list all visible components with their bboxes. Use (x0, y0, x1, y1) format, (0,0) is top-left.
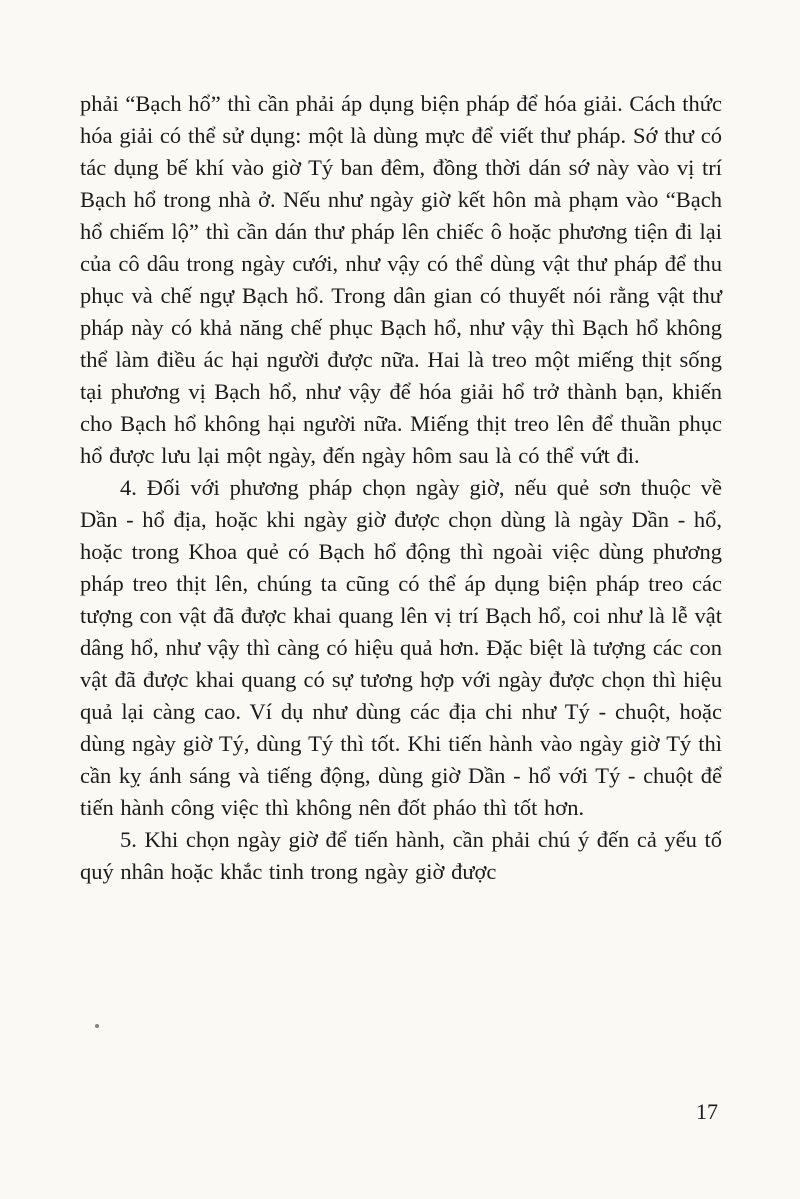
paragraph-item-4: 4. Đối với phương pháp chọn ngày giờ, nếu quẻ sơn thuộc về Dần - hổ địa, hoặc khi ngày giờ được chọn dùng là ngày Dần - hổ, hoặc trong Khoa quẻ có Bạch hổ động thì ngoài việc dùng phương pháp treo thịt lên, chúng ta cũng có thể áp dụng biện pháp treo các tượng con vật đã được khai quang lên vị trí Bạch hổ, coi như là lễ vật dâng hổ, như vậy thì càng có hiệu quả hơn. Đặc biệt là tượng các con vật đã được khai quang có sự tương hợp với ngày được chọn thì hiệu quả lại càng cao. Ví dụ như dùng các địa chi như Tý - chuột, hoặc dùng ngày giờ Tý, dùng Tý thì tốt. Khi tiến hành vào ngày giờ Tý thì cần kỵ ánh sáng và tiếng động, dùng giờ Dần - hổ với Tý - chuột để tiến hành công việc thì không nên đốt pháo thì tốt hơn. (80, 475, 722, 820)
scan-artifact-dot (95, 1024, 99, 1028)
page-text-block (80, 88, 722, 888)
paragraph-item-5: 5. Khi chọn ngày giờ để tiến hành, cần phải chú ý đến cả yếu tố quý nhân hoặc khắc tinh trong ngày giờ được (80, 827, 722, 884)
page-number: 17 (696, 1099, 718, 1124)
paragraph-continuation: phải “Bạch hổ” thì cần phải áp dụng biện pháp để hóa giải. Cách thức hóa giải có thể sử dụng: một là dùng mực để viết thư pháp. Sớ thư có tác dụng bế khí vào giờ Tý ban đêm, đồng thời dán sớ này vào vị trí Bạch hổ trong nhà ở. Nếu như ngày giờ kết hôn mà phạm vào “Bạch hổ chiếm lộ” thì cần dán thư pháp lên chiếc ô hoặc phương tiện đi lại của cô dâu trong ngày cưới, như vậy có thể dùng vật thư pháp để thu phục và chế ngự Bạch hổ. Trong dân gian có thuyết nói rằng vật thư pháp này có khả năng chế phục Bạch hổ, như vậy thì Bạch hổ không thể làm điều ác hại người được nữa. Hai là treo một miếng thịt sống tại phương vị Bạch hổ, như vậy để hóa giải hổ trở thành bạn, khiến cho Bạch hổ không hại người nữa. Miếng thịt treo lên để thuần phục hổ được lưu lại một ngày, đến ngày hôm sau là có thể vứt đi. (80, 91, 722, 468)
